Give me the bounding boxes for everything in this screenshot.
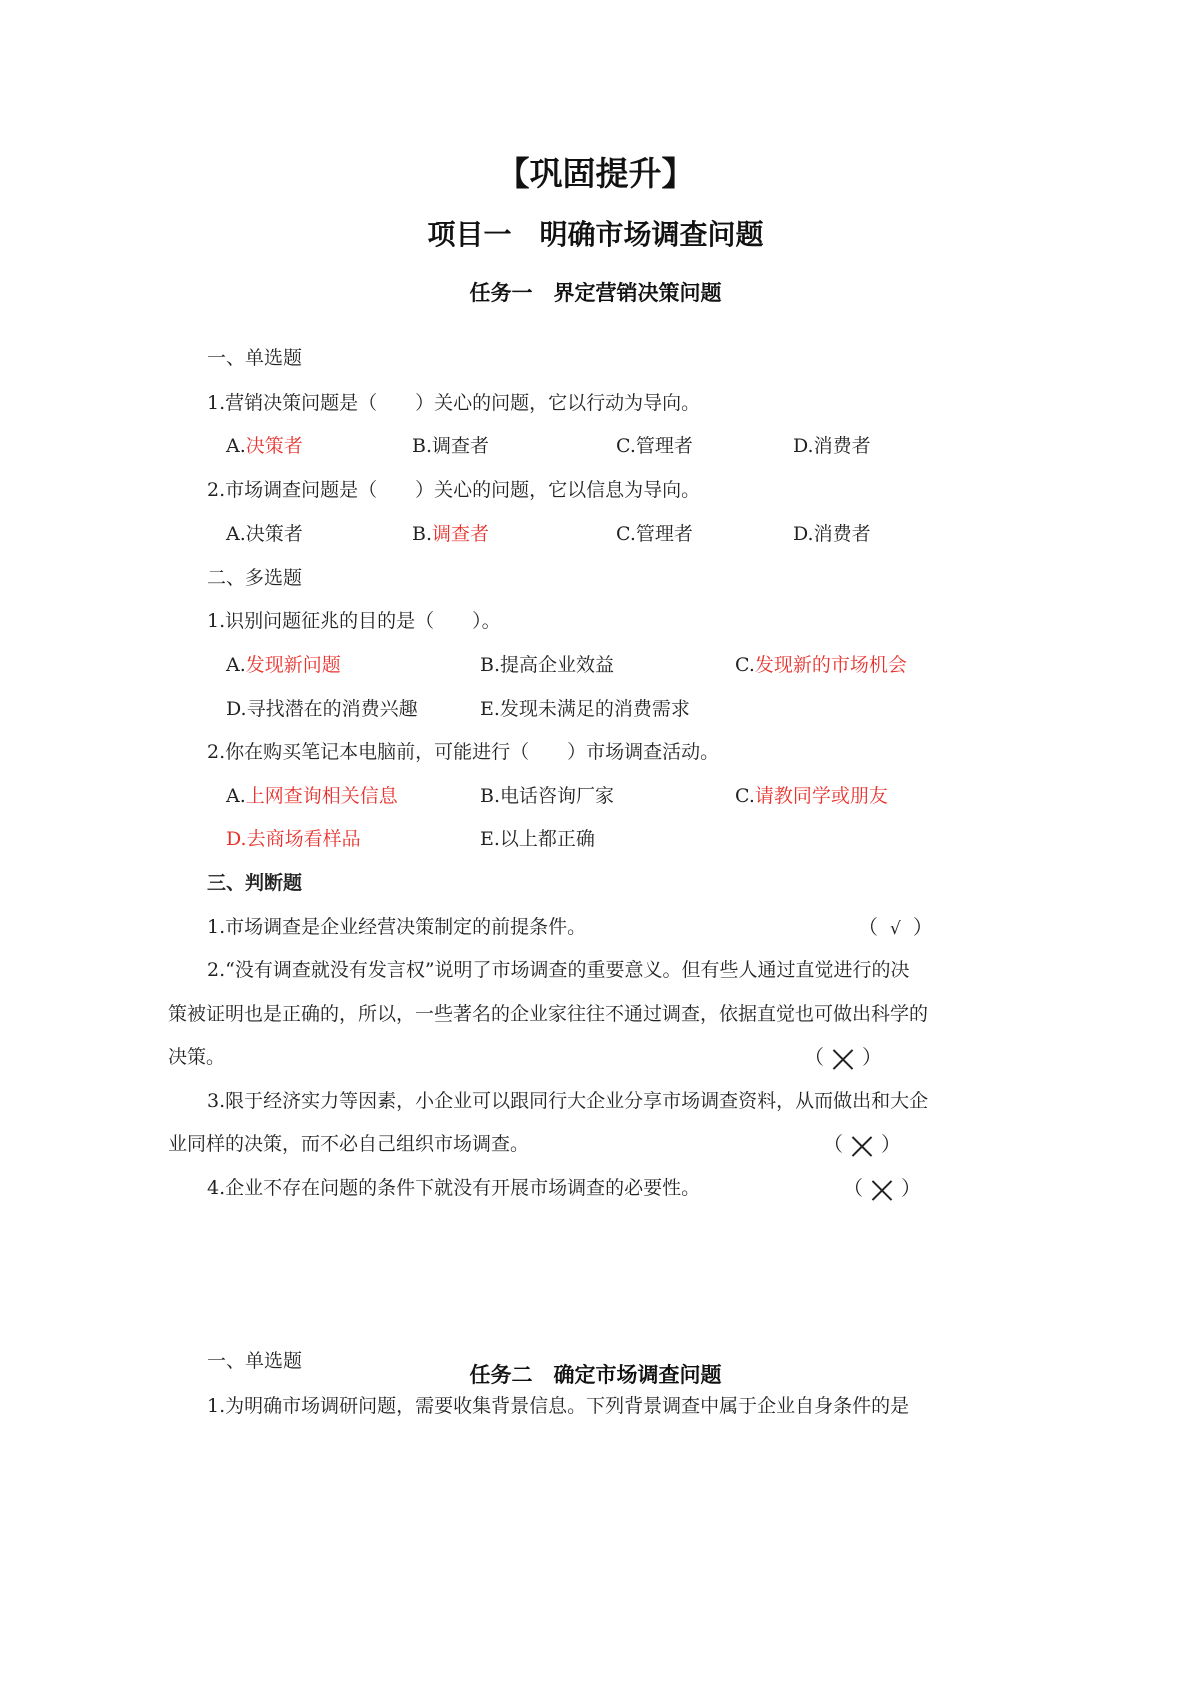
judgment-answer: （ ） <box>804 1045 882 1069</box>
judgment-question: 4.企业不存在问题的条件下就没有开展市场调查的必要性。 <box>207 1177 701 1199</box>
option-e: E.发现未满足的消费需求 <box>480 698 690 720</box>
option-c: C.发现新的市场机会 <box>735 654 907 676</box>
judgment-heading: 三、判断题 <box>207 872 303 894</box>
answer-highlight: 去商场看样品 <box>246 828 361 850</box>
option-a: A.上网查询相关信息 <box>226 785 398 807</box>
single-choice-heading: 一、单选题 <box>207 347 303 369</box>
option-d: D.去商场看样品 <box>226 828 361 850</box>
judgment-question-cont: 策被证明也是正确的，所以，一些著名的企业家往往不通过调查，依据直觉也可做出科学的 <box>168 1003 929 1025</box>
option-c: C.管理者 <box>616 435 693 457</box>
question-text: 1.识别问题征兆的目的是（ ）。 <box>207 610 501 632</box>
option-a: A.发现新问题 <box>226 654 341 676</box>
answer-highlight: 发现新的市场机会 <box>754 654 907 676</box>
cross-icon <box>832 1048 854 1070</box>
judgment-question: 1.市场调查是企业经营决策制定的前提条件。 <box>207 916 587 938</box>
option-b: B.调查者 <box>412 523 490 545</box>
check-mark: √ <box>890 919 901 939</box>
judgment-answer: （ √ ） <box>858 914 933 942</box>
question-text: 1.营销决策问题是（ ）关心的问题，它以行动为导向。 <box>207 392 701 414</box>
judgment-question: 2.“没有调查就没有发言权”说明了市场调查的重要意义。但有些人通过直觉进行的决 <box>207 959 910 981</box>
page-title: 【巩固提升】 <box>496 154 695 193</box>
task2-title: 任务二 确定市场调查问题 <box>469 1362 722 1387</box>
cross-icon <box>871 1179 893 1201</box>
option-a: A.决策者 <box>226 523 303 545</box>
task1-title: 任务一 界定营销决策问题 <box>469 280 722 305</box>
answer-highlight: 调查者 <box>432 523 490 545</box>
multi-choice-heading: 二、多选题 <box>207 567 303 589</box>
answer-highlight: 发现新问题 <box>245 654 341 676</box>
option-e: E.以上都正确 <box>480 828 595 850</box>
judgment-question: 3.限于经济实力等因素，小企业可以跟同行大企业分享市场调查资料，从而做出和大企 <box>207 1090 929 1112</box>
answer-highlight: 决策者 <box>245 435 303 457</box>
option-d: D.寻找潜在的消费兴趣 <box>226 698 418 720</box>
answer-highlight: 上网查询相关信息 <box>245 785 398 807</box>
option-b: B.调查者 <box>412 435 490 457</box>
cross-icon <box>851 1135 873 1157</box>
option-c: C.请教同学或朋友 <box>735 785 888 807</box>
option-c: C.管理者 <box>616 523 693 545</box>
judgment-question-cont: 业同样的决策，而不必自己组织市场调查。 <box>168 1133 530 1155</box>
single-choice-heading: 一、单选题 <box>207 1350 303 1372</box>
question-text: 2.你在购买笔记本电脑前，可能进行（ ）市场调查活动。 <box>207 741 720 763</box>
option-b: B.电话咨询厂家 <box>480 785 615 807</box>
option-d: D.消费者 <box>793 435 871 457</box>
judgment-question-cont: 决策。 <box>168 1046 226 1068</box>
judgment-answer: （ ） <box>823 1132 901 1156</box>
option-b: B.提高企业效益 <box>480 654 615 676</box>
question-text: 2.市场调查问题是（ ）关心的问题，它以信息为导向。 <box>207 479 701 501</box>
question-text: 1.为明确市场调研问题，需要收集背景信息。下列背景调查中属于企业自身条件的是 <box>207 1395 910 1417</box>
answer-highlight: 请教同学或朋友 <box>754 785 888 807</box>
option-a: A.决策者 <box>226 435 303 457</box>
project-title: 项目一 明确市场调查问题 <box>427 218 764 251</box>
option-d: D.消费者 <box>793 523 871 545</box>
judgment-answer: （ ） <box>843 1176 921 1200</box>
